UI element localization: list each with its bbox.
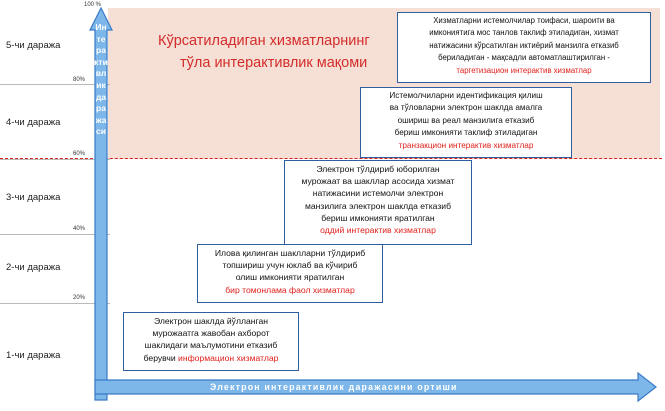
level-label-5: 5-чи даража	[6, 40, 61, 51]
full-interactivity-title-line2: тўла интерактивлик мақоми	[180, 55, 368, 71]
box-line: олиш имконияти яратилган	[235, 272, 345, 283]
level-label-4: 4-чи даража	[6, 117, 61, 128]
service-type-targeted-interactive: таргетизацион интерактив хизматлар	[456, 65, 592, 75]
box-line: имкониятига мос танлов таклиф этиладиган, хизмат	[429, 28, 619, 38]
box-line: манзилига электрон шаклда етказиб	[304, 200, 452, 211]
percent-mark-60: 60%	[73, 151, 86, 157]
full-interactivity-title-line1: Кўрсатиладиган хизматларнинг	[158, 33, 370, 49]
box-line: мурожаат ва шакллар асосида хизмат	[301, 176, 455, 187]
box-line: топшириш учун юклаб ва кўчириб	[222, 260, 358, 271]
box-line: бериш имконияти таклиф этиладиган	[394, 128, 538, 138]
level-label-1: 1-чи даража	[6, 350, 61, 361]
percent-mark-40: 40%	[73, 226, 86, 232]
box-line: бериш имконияти яратилган	[321, 212, 435, 223]
box-line: Истемолчиларни идентификация қилиш	[389, 91, 543, 100]
level-3-description-box	[284, 160, 472, 245]
box-line: натижасини истемолчи электрон	[312, 188, 444, 199]
percent-mark-100: 100 %	[84, 2, 102, 8]
percent-mark-20: 20%	[73, 295, 86, 301]
box-line: бериладиган - мақсадли автоматлаштирилган -	[438, 53, 610, 63]
box-line: ошириш ва реал манзилига етказиб	[397, 115, 535, 125]
vertical-axis-label: Интерактивлик даражаси	[94, 22, 108, 137]
box-line: Хизматларни истемолчилар тоифаси, шароити ва	[433, 16, 615, 25]
level-label-2: 2-чи даража	[6, 262, 61, 273]
percent-mark-80: 80%	[73, 77, 86, 83]
level-5-description-box	[397, 12, 651, 83]
box-line: Электрон тўлдириб юборилган	[316, 164, 440, 174]
level-2-description-box	[197, 244, 383, 303]
service-type-informational: информацион хизматлар	[178, 352, 279, 363]
box-line: мурожаатга жавобан ахборот	[152, 328, 270, 339]
service-type-transactional-interactive: транзакцион интерактив хизматлар	[398, 140, 534, 150]
level-4-description-box	[360, 87, 572, 158]
service-type-one-way-active: бир томонлама фаол хизматлар	[225, 284, 355, 295]
box-line: шаклидаги маълумотини етказиб	[144, 340, 278, 351]
box-plain-text: берувчи	[143, 352, 179, 363]
service-type-simple-interactive: оддий интерактив хизматлар	[320, 225, 436, 236]
horizontal-axis-label: Электрон интерактивлик даражасини ортиши	[210, 382, 458, 392]
box-line	[127, 352, 295, 364]
level-1-description-box	[123, 312, 299, 371]
level-label-3: 3-чи даража	[6, 192, 61, 203]
box-line: Илова қилинган шаклларни тўлдириб	[214, 248, 366, 258]
box-line: Электрон шаклда йўлланган	[153, 316, 269, 326]
box-line: ва тўловларни электрон шаклда амалга	[389, 103, 543, 113]
box-line: натижасини кўрсатилган иктиёрий манзилга етказиб	[429, 40, 619, 50]
